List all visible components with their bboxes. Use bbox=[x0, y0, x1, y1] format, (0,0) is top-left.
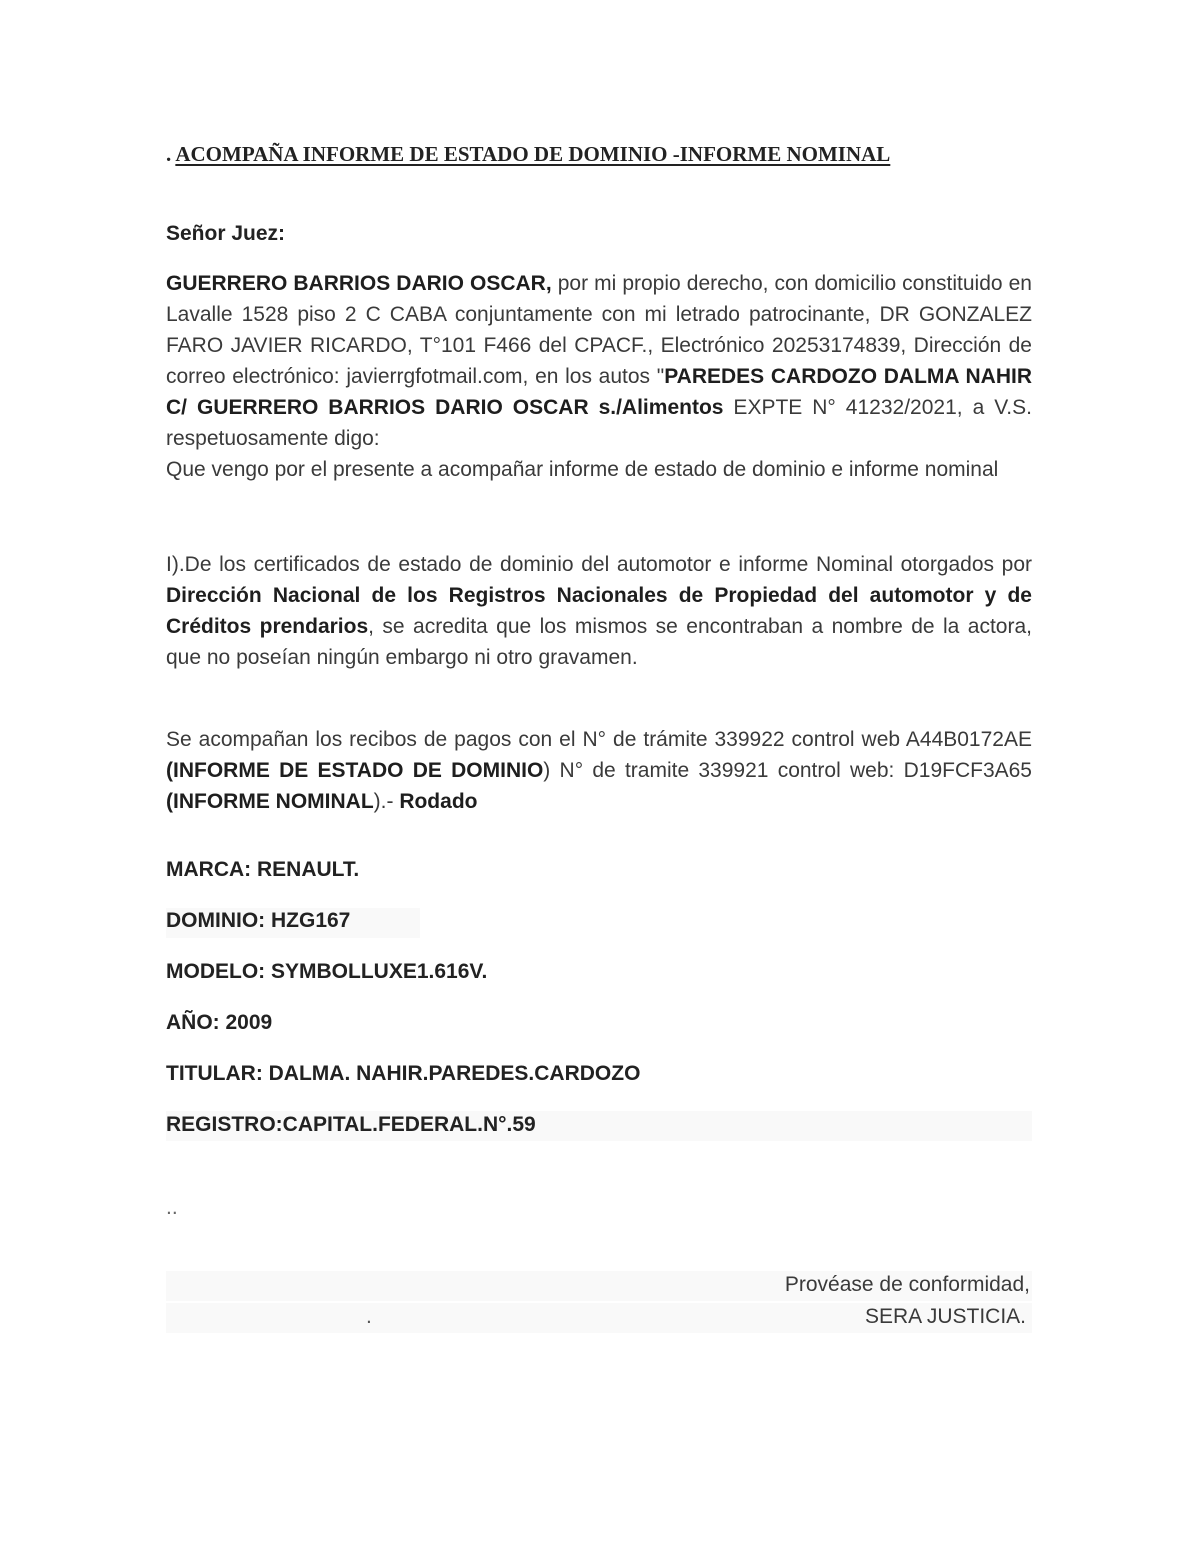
p1-text3: Que vengo por el presente a acompañar informe de estado de dominio e informe nominal bbox=[166, 458, 999, 481]
party-name: GUERRERO BARRIOS DARIO OSCAR, bbox=[166, 272, 552, 295]
p3-bold2: (INFORME NOMINAL bbox=[166, 790, 374, 813]
greeting: Señor Juez: bbox=[166, 222, 286, 245]
title-text: ACOMPAÑA INFORME DE ESTADO DE DOMINIO -INFORME NOMINAL bbox=[175, 142, 891, 166]
field-registro: REGISTRO:CAPITAL.FEDERAL.N°.59 bbox=[166, 1113, 536, 1136]
document-title bbox=[166, 142, 890, 167]
paragraph-presentation bbox=[166, 268, 1032, 485]
closing-line-1: Provéase de conformidad, bbox=[784, 1273, 1030, 1296]
p3-text1: Se acompañan los recibos de pagos con el N° de trámite 339922 control web A44B0172AE bbox=[166, 728, 1032, 751]
p2-text2: , se acredita que los mismos se encontraban a nombre de la actora, que no poseían ningún embargo ni otro gravamen. bbox=[166, 615, 1032, 669]
p3-bold3: Rodado bbox=[399, 790, 478, 813]
paragraph-receipts bbox=[166, 724, 1032, 817]
field-dominio: DOMINIO: HZG167 bbox=[166, 909, 351, 932]
closing-line-2: SERA JUSTICIA. bbox=[864, 1305, 1026, 1328]
p3-bold1: (INFORME DE ESTADO DE DOMINIO bbox=[166, 759, 544, 782]
field-anio: AÑO: 2009 bbox=[166, 1011, 273, 1034]
field-titular: TITULAR: DALMA. NAHIR.PAREDES.CARDOZO bbox=[166, 1062, 641, 1085]
dots: .. bbox=[166, 1196, 178, 1219]
field-modelo: MODELO: SYMBOLLUXE1.616V. bbox=[166, 960, 488, 983]
p1-text2: EXPTE N° 41232/2021, a V.S. respetuosamente digo: bbox=[166, 396, 1032, 450]
case-name: PAREDES CARDOZO DALMA NAHIR C/ GUERRERO BARRIOS DARIO OSCAR s./Alimentos bbox=[166, 365, 1032, 419]
p2-text1: I).De los certificados de estado de dominio del automotor e informe Nominal otorgados por bbox=[166, 553, 1032, 576]
agency-name: Dirección Nacional de los Registros Nacionales de Propiedad del automotor y de Créditos prendarios bbox=[166, 584, 1032, 638]
small-dot: . bbox=[366, 1305, 372, 1328]
paragraph-certificates bbox=[166, 549, 1032, 673]
field-marca: MARCA: RENAULT. bbox=[166, 858, 360, 881]
p3-text3: ).- bbox=[373, 790, 400, 813]
p1-text1: por mi propio derecho, con domicilio constituido en Lavalle 1528 piso 2 C CABA conjuntamente con mi letrado patrocinante, DR GONZALEZ FARO JAVIER RICARDO, T°101 F466 del CPACF., Electrónico 20253174839, Dirección de correo electrónico: javierrgfotmail.com, en los autos " bbox=[166, 272, 1032, 388]
title-prefix: . bbox=[166, 142, 176, 166]
p3-text2: ) N° de tramite 339921 control web: D19FCF3A65 bbox=[543, 759, 1032, 782]
